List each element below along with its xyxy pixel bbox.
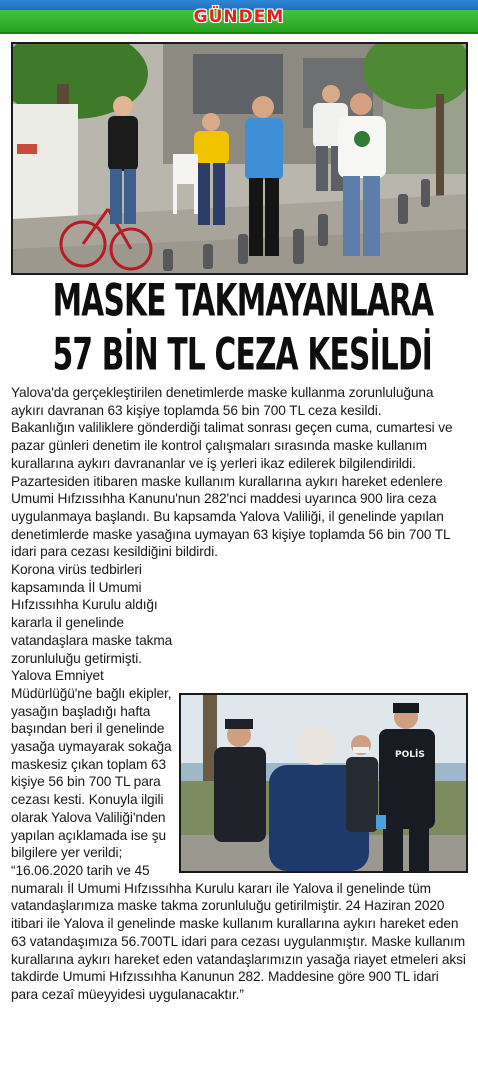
police-badge-text: POLİS [395, 750, 425, 760]
article-paragraph-1: Yalova'da gerçekleştirilen denetimlerde maske kullanma zorunluluğuna aykırı davranan 63 kişiye toplamda 56 bin 700 TL ceza kesildi. [11, 385, 434, 418]
inset-photo-space [182, 693, 469, 878]
main-photo [11, 42, 468, 275]
headline-line-1: MASKE TAKMAYANLARA [52, 274, 434, 326]
article-paragraph-4: “16.06.2020 tarih ve 45 numaralı İl Umumi Hıfzıssıhha Kurulu kararı ile Yalova il genelinde tüm vatandaşlarımıza maske takma zorunluluğu getirilmiştir. 24 Haziran 2020 itibari ile Yalova il genelinde maske kullanım kurallarına aykırı hareket eden 63 vatandaşımıza 56.700TL idari para cezası uygulanmıştır. Maske kullanım kurallarına aykırı hareket eden vatandaşlarımızın yasağa riayet etmeleri aksi takdirde Umumi Hıfzıssıhha Kanunun 282. Maddesine göre 900 TL idari para cezaî müeyyidesi uygulanacaktır.” [11, 862, 466, 1002]
section-label: GÜNDEM [193, 7, 285, 27]
article-paragraph-2: Bakanlığın valiliklere gönderdiği talimat sonrası geçen cuma, cumartesi ve pazar günleri denetim ile kontrol çalışmaları sırasında maske kullanım kurallarına aykırı davrananlar ve iş yerleri ikaz edilerek bilgilendirildi. Pazartesiden itibaren maske kullanım kurallarına aykırı hareket edenlere Umumi Hıfzıssıhha Kanunu'nun 282'nci maddesi uyarınca 900 lira ceza uygulanmaya başlandı. Bu kapsamda Yalova Valiliği, il genelinde yapılan denetimlerde maske yasağına uymayan 63 kişiye toplamda 56 bin 700 TL idari para cezası kesildiğini bildirdi. [11, 420, 453, 560]
headline-line-2: 57 BİN TL CEZA KESİLDİ [52, 328, 433, 380]
article-paragraph-3: Korona virüs tedbirleri kapsamında İl Umumi Hıfzıssıhha Kurulu aldığı kararla il genelinde vatandaşlara maske takma zorunluluğu getirmişti. Yalova Emniyet Müdürlüğü'ne bağlı ekipler, yasağın başladığı hafta başından beri il genelinde yasağa uymayarak sokağa maskesiz çıkan toplam 63 kişiye 56 bin 700 TL para cezası kesti. Konuyla ilgili olarak Yalova Valiliği'nden yapılan açıklamada ise şu bilgilere yer verildi; [11, 562, 173, 861]
article-body [11, 384, 469, 1076]
